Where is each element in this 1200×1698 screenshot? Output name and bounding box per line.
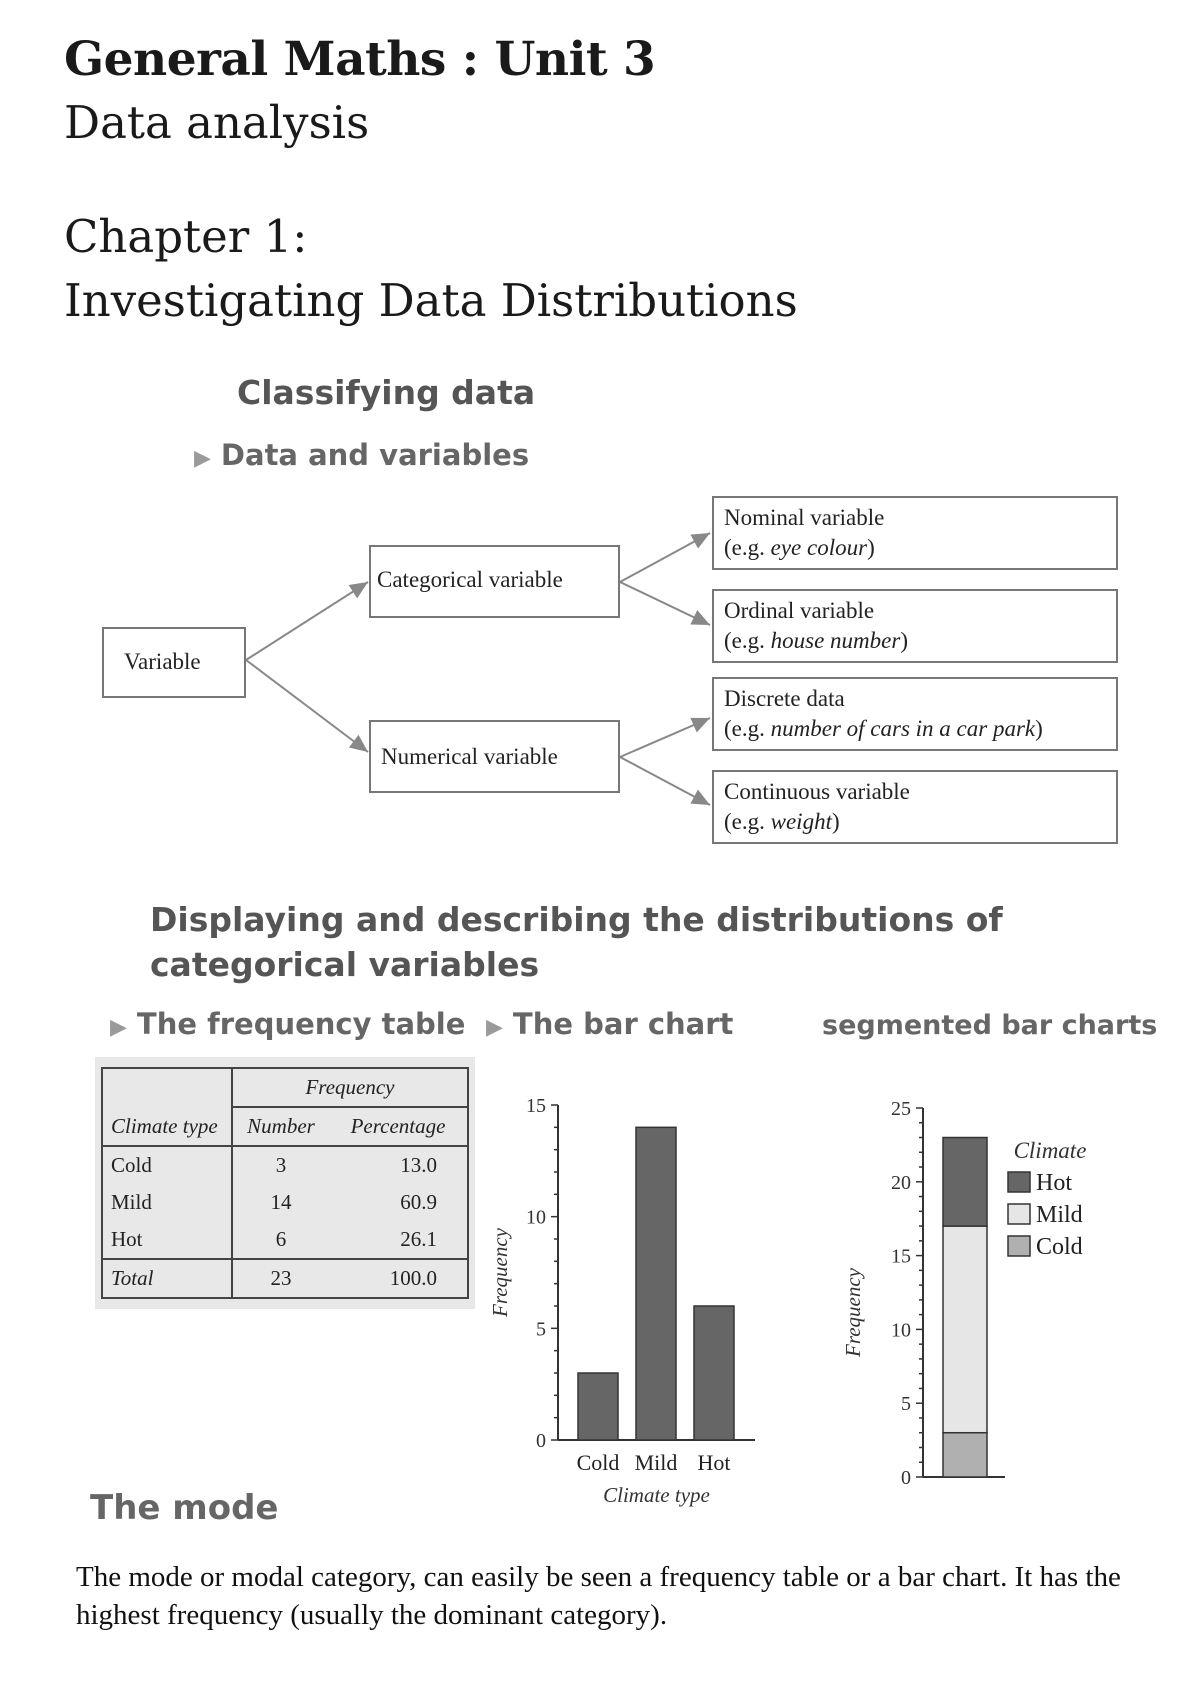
node-nominal-variable: [712, 496, 1118, 570]
table-cell-percent: 60.9: [329, 1184, 468, 1221]
bar-chart: [480, 1085, 780, 1525]
section-heading-distributions: [150, 897, 1003, 987]
chapter-number: Chapter 1:: [64, 210, 308, 263]
y-tick-label: 0: [536, 1430, 546, 1452]
y-tick-label: 15: [526, 1095, 546, 1117]
y-tick-label: 10: [526, 1206, 546, 1229]
node-numerical-variable: Numerical variable: [369, 720, 620, 793]
document-subtitle: Data analysis: [64, 96, 370, 149]
y-tick-label: 5: [536, 1318, 546, 1341]
section-heading-classifying: Classifying data: [237, 373, 536, 412]
table-row: [102, 1221, 468, 1259]
legend-label-mild: Mild: [1036, 1202, 1083, 1228]
mode-paragraph: The mode or modal category, can easily be seen a frequency table or a bar chart. It has the highest frequency (usually the dominant category).: [76, 1561, 1121, 1631]
subheading-label: The frequency table: [136, 1007, 466, 1041]
subheading-segmented-bar-charts: segmented bar charts: [822, 1010, 1158, 1041]
bar-hot: [694, 1306, 734, 1440]
continuous-title: Continuous variable: [724, 779, 910, 804]
arrow-variable-numerical: [246, 660, 368, 752]
arrow-categorical-ordinal: [620, 582, 710, 625]
frequency-table: [101, 1067, 469, 1299]
arrow-numerical-discrete: [620, 718, 710, 757]
table-cell-type: Cold: [102, 1146, 232, 1184]
triangle-bullet-icon: ▶: [110, 1015, 127, 1040]
y-tick-label: 20: [891, 1171, 911, 1194]
y-tick-label: 0: [901, 1467, 911, 1489]
legend-title: Climate: [1013, 1138, 1087, 1163]
x-tick-label: Cold: [576, 1450, 620, 1475]
table-cell-type: Hot: [102, 1221, 232, 1259]
arrow-numerical-continuous: [620, 757, 710, 805]
table-row: [102, 1146, 468, 1184]
table-cell-percent: 13.0: [329, 1146, 468, 1184]
y-tick-label: 5: [901, 1393, 911, 1416]
legend-label-hot: Hot: [1036, 1170, 1072, 1196]
table-header-climate-type: Climate type: [102, 1107, 232, 1146]
segment-mild: [943, 1226, 987, 1433]
x-axis-label: Climate type: [603, 1483, 710, 1507]
table-cell-percent: 26.1: [329, 1221, 468, 1259]
table-cell-type: Total: [102, 1259, 232, 1298]
arrow-variable-categorical: [246, 582, 368, 660]
subheading-label: The bar chart: [512, 1007, 734, 1041]
table-group-header: Frequency: [232, 1068, 468, 1107]
frequency-table-panel: [95, 1057, 475, 1309]
table-row: [102, 1184, 468, 1221]
chapter-title: Investigating Data Distributions: [64, 274, 798, 327]
table-cell-number: 3: [275, 1153, 287, 1177]
table-corner: [102, 1068, 232, 1107]
node-continuous-variable: [712, 770, 1118, 844]
section-heading-mode: The mode: [90, 1488, 279, 1528]
table-header-percentage: Percentage: [329, 1107, 468, 1146]
legend-swatch-cold: [1008, 1236, 1030, 1256]
node-discrete-data: [712, 677, 1118, 751]
continuous-example: (e.g. weight): [724, 809, 840, 834]
legend-swatch-hot: [1008, 1172, 1030, 1192]
subheading-frequency-table: [110, 1007, 465, 1041]
node-variable: Variable: [102, 627, 246, 698]
bar-cold: [578, 1373, 618, 1440]
segment-hot: [943, 1138, 987, 1227]
bar-mild: [636, 1127, 676, 1440]
document-title: General Maths : Unit 3: [64, 32, 656, 87]
x-tick-label: Hot: [697, 1450, 731, 1475]
table-header-number: Number: [232, 1107, 329, 1146]
triangle-bullet-icon: ▶: [486, 1015, 503, 1040]
y-tick-label: 15: [891, 1245, 911, 1268]
distributions-heading-line1: Displaying and describing the distributions of: [150, 900, 1003, 939]
subheading-bar-chart: [486, 1007, 733, 1041]
distributions-heading-line2: categorical variables: [150, 945, 540, 984]
subheading-label: Data and variables: [220, 438, 530, 472]
legend-label-cold: Cold: [1036, 1234, 1083, 1260]
y-axis-label: Frequency: [841, 1267, 865, 1358]
legend-swatch-mild: [1008, 1204, 1030, 1224]
node-categorical-variable: Categorical variable: [369, 545, 620, 618]
x-tick-label: Mild: [634, 1450, 678, 1475]
segment-cold: [943, 1433, 987, 1477]
y-tick-label: 10: [891, 1319, 911, 1342]
node-ordinal-variable: [712, 589, 1118, 663]
table-cell-number: 14: [270, 1190, 292, 1214]
table-cell-percent: 100.0: [329, 1259, 468, 1298]
table-cell-number: 6: [275, 1227, 287, 1251]
ordinal-example: (e.g. house number): [724, 628, 908, 653]
discrete-title: Discrete data: [724, 686, 845, 711]
y-tick-label: 25: [891, 1098, 911, 1120]
nominal-title: Nominal variable: [724, 505, 885, 530]
ordinal-title: Ordinal variable: [724, 598, 875, 623]
table-total-row: [102, 1259, 468, 1298]
arrow-categorical-nominal: [620, 533, 710, 582]
nominal-example: (e.g. eye colour): [724, 535, 875, 560]
triangle-bullet-icon: ▶: [194, 446, 211, 471]
segmented-bar-chart: [830, 1090, 1150, 1490]
discrete-example: (e.g. number of cars in a car park): [724, 716, 1043, 741]
table-cell-type: Mild: [102, 1184, 232, 1221]
y-axis-label: Frequency: [488, 1227, 512, 1318]
table-cell-number: 23: [232, 1259, 329, 1298]
